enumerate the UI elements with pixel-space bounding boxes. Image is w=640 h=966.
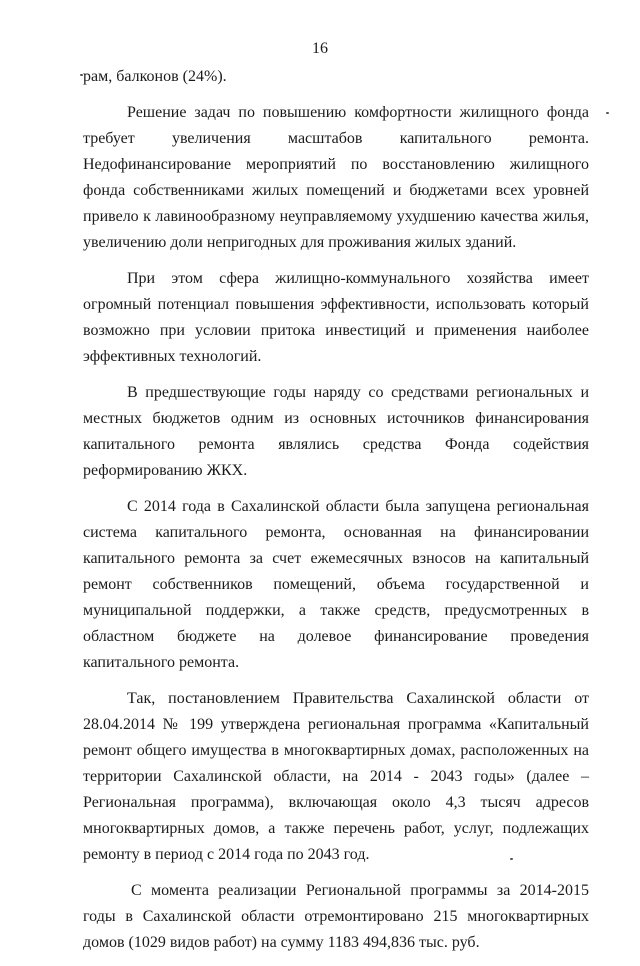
document-body bbox=[83, 64, 589, 966]
paragraph-efficiency-potential: При этом сфера жилищно-коммунального хозяйства имеет огромный потенциал повышения эффективности, использовать который возможно при условии притока инвестиций и применения наиболее эффективных технологий. bbox=[83, 270, 589, 365]
scan-speck bbox=[606, 112, 609, 114]
scan-speck bbox=[510, 858, 513, 860]
paragraph-previous-years-funding: В предшествующие годы наряду со средствами региональных и местных бюджетов одним из основных источников финансирования капитального ремонта являлись средства Фонда содействия реформированию ЖКХ. bbox=[83, 384, 589, 479]
paragraph-regional-system-2014: С 2014 года в Сахалинской области была запущена региональная система капитального ремонта, основанная на финансировании капитального ремонта за счет ежемесячных взносов на капитальный ремонт собственников помещений, объема государственной и муниципальной поддержки, а также средств, предусмотренных в областном бюджете на долевое финансирование проведения капитального ремонта. bbox=[83, 498, 589, 671]
page-number: 16 bbox=[312, 40, 328, 57]
paragraph-regional-program: Так, постановлением Правительства Сахалинской области от 28.04.2014 № 199 утверждена региональная программа «Капитальный ремонт общего имущества в многоквартирных домах, расположенных на территории Сахалинской области, на 2014 - 2043 годы» (далее – Региональная программа), включающая около 4,3 тысяч адресов многоквартирных домов, а также перечень работ, услуг, подлежащих ремонту в период с 2014 года по 2043 год. bbox=[83, 690, 589, 863]
scan-speck bbox=[80, 74, 83, 76]
paragraph-continuation: рам, балконов (24%). bbox=[83, 68, 227, 85]
paragraph-results-2014-2015: С момента реализации Региональной программы за 2014-2015 годы в Сахалинской области отремонтировано 215 многоквартирных домов (1029 видов работ) на сумму 1183 494,836 тыс. руб. bbox=[83, 882, 589, 951]
paragraph-housing-comfort: Решение задач по повышению комфортности жилищного фонда требует увеличения масштабов капитального ремонта. Недофинансирование мероприятий по восстановлению жилищного фонда собственниками жилых помещений и бюджетами всех уровней привело к лавинообразному неуправляемому ухудшению качества жилья, увеличению доли непригодных для проживания жилых зданий. bbox=[83, 104, 589, 251]
